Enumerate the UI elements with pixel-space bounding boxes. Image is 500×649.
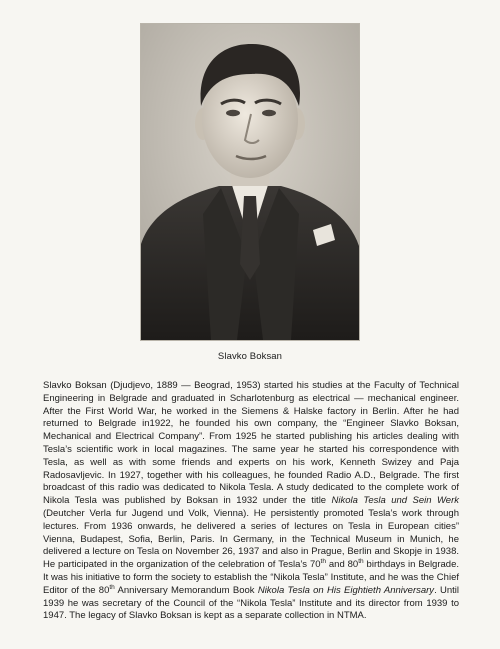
ordinal-suffix: th	[109, 583, 115, 591]
bio-text-5: Anniversary Memorandum Book	[114, 584, 258, 596]
biography-text	[43, 380, 459, 623]
photo-caption: Slavko Boksan	[217, 351, 283, 362]
ordinal-suffix: th	[358, 558, 364, 565]
bio-text-1: Slavko Boksan (Djudjevo, 1889 — Beograd, 1953) started his studies at the Faculty of Technical Engineering in Belgrade and graduated in Scharlotenburg as electrical — mechanical engineer. After the First World War, he worked in the Siemens & Halske factory in Berlin. After he had returned to Belgrade in1922, he founded his own company, the “Engineer Slavko Boksan, Mechanical and Electrical Company”. From 1925 he started publishing his articles dealing with Tesla’s scientific work in local magazines. The same year he started his correspondence with Tesla, as well as with some friends and experts on his work, Kenneth Swizey and Paja Radosavljevic. In 1927, together with his colleagues, he founded Radio A.D., Belgrade. The first broadcast of this radio was dedicated to Nikola Tesla. A study dedicated to the complete work of Nikola Tesla was published by Boksan in 1932 under the title	[43, 380, 459, 507]
book-title-2: Nikola Tesla on His Eightieth Anniversary	[257, 584, 435, 596]
bio-text-4: birthdays in Belgrade. It was his initiative to form the society to establish the “Nikola Tesla” Institute, and he was the Chief Editor of the 80	[43, 559, 459, 596]
book-title-1: Nikola Tesla und Sein Werk	[331, 495, 459, 507]
bio-text-3: and 80	[325, 559, 359, 571]
ordinal-suffix: th	[320, 558, 326, 565]
bio-text-2: (Deutcher Verla fur Jugend und Volk, Vienna). He persistently promoted Tesla’s work through lectures. From 1936 onwards, he delivered a series of lectures on Tesla in European cities” Vienna, Budapest, Sofia, Berlin, Paris. In Germany, in the Technical Museum in Munich, he delivered a lecture on Tesla on November 26, 1937 and also in Prague, Berlin and Skopje in 1938. He participated in the organization of the celebration of Tesla’s 70	[43, 507, 459, 571]
bio-text-6: . Until 1939 he was secretary of the Council of the “Nikola Tesla” Institute and its director from 1939 to 1947. The legacy of Slavko Boksan is kept as a separate collection in NTMA.	[43, 584, 459, 622]
portrait-image	[141, 24, 359, 340]
portrait-photo	[141, 24, 359, 340]
